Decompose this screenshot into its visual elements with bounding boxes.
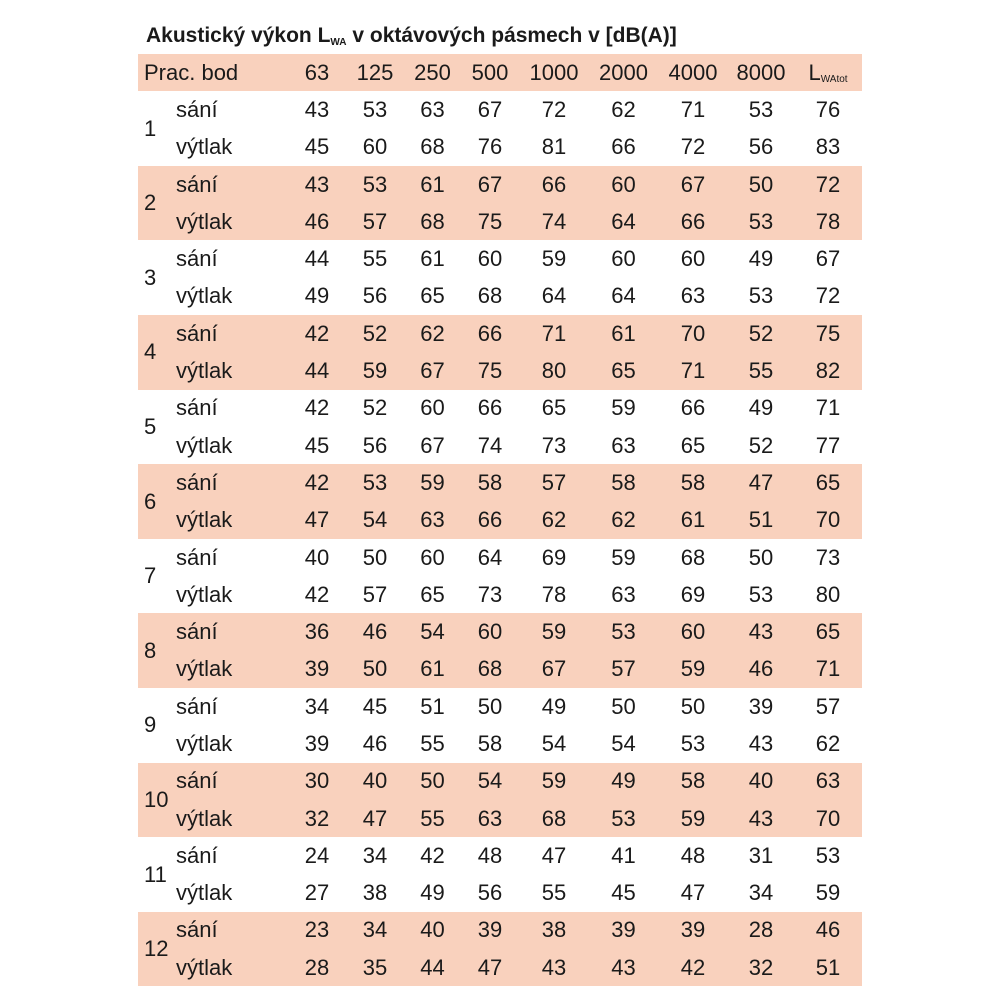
operating-point-number: 12 (144, 936, 169, 962)
cell-band-level: 45 (362, 693, 388, 719)
cell-band-level: 48 (477, 842, 503, 868)
cell-band-level: 75 (477, 358, 503, 384)
title-main: Akustický výkon L (146, 24, 331, 47)
cell-band-level: 66 (541, 171, 567, 197)
cell-band-level: 49 (541, 693, 567, 719)
table-title (138, 18, 862, 54)
cell-band-level: 53 (362, 469, 388, 495)
operating-point-number: 11 (144, 861, 167, 887)
cell-band-level: 67 (477, 171, 503, 197)
cell-band-level: 61 (420, 171, 445, 197)
cell-band-level: 72 (541, 96, 567, 122)
header-total-main: L (808, 59, 821, 85)
cell-band-level: 60 (420, 395, 445, 421)
cell-band-level: 49 (611, 768, 636, 794)
cell-band-level: 47 (304, 507, 330, 533)
cell-band-level: 65 (680, 432, 706, 458)
cell-band-level: 73 (477, 581, 503, 607)
header-band: 63 (304, 59, 330, 85)
cell-total-level: 53 (815, 842, 841, 868)
cell-band-level: 50 (748, 544, 774, 570)
cell-band-level: 30 (304, 768, 330, 794)
cell-total-level: 70 (815, 507, 841, 533)
table-row (138, 763, 862, 800)
cell-band-level: 53 (362, 171, 388, 197)
cell-band-level: 43 (748, 730, 774, 756)
row-label-suction: sání (176, 619, 218, 645)
table-row (138, 651, 862, 688)
cell-band-level: 53 (611, 805, 636, 831)
cell-band-level: 55 (748, 358, 774, 384)
cell-band-level: 74 (477, 432, 503, 458)
cell-band-level: 66 (680, 208, 706, 234)
header-band: 500 (471, 59, 509, 85)
cell-band-level: 28 (304, 954, 330, 980)
cell-band-level: 60 (477, 619, 503, 645)
cell-band-level: 34 (304, 693, 330, 719)
cell-band-level: 47 (541, 842, 567, 868)
cell-band-level: 39 (304, 730, 330, 756)
row-label-discharge: výtlak (176, 805, 233, 831)
row-label-discharge: výtlak (176, 507, 233, 533)
cell-band-level: 53 (748, 208, 774, 234)
cell-band-level: 49 (420, 880, 445, 906)
cell-band-level: 52 (362, 395, 388, 421)
cell-band-level: 47 (362, 805, 388, 831)
acoustic-power-table (138, 54, 862, 986)
cell-band-level: 54 (477, 768, 503, 794)
cell-band-level: 45 (611, 880, 636, 906)
cell-band-level: 47 (477, 954, 503, 980)
cell-band-level: 57 (362, 581, 388, 607)
cell-band-level: 50 (748, 171, 774, 197)
operating-point-number: 4 (144, 339, 157, 365)
cell-band-level: 49 (748, 246, 774, 272)
cell-band-level: 56 (477, 880, 503, 906)
cell-band-level: 39 (748, 693, 774, 719)
table-row (138, 837, 862, 874)
cell-band-level: 55 (362, 246, 388, 272)
table-body (138, 91, 862, 986)
cell-band-level: 39 (477, 917, 503, 943)
cell-band-level: 32 (748, 954, 774, 980)
cell-band-level: 43 (541, 954, 567, 980)
cell-band-level: 52 (748, 320, 774, 346)
cell-band-level: 64 (611, 283, 636, 309)
cell-band-level: 60 (611, 246, 636, 272)
operating-point-number: 3 (144, 264, 157, 290)
cell-band-level: 46 (748, 656, 774, 682)
cell-band-level: 43 (611, 954, 636, 980)
cell-band-level: 80 (541, 358, 567, 384)
cell-total-level: 62 (815, 730, 841, 756)
cell-band-level: 69 (541, 544, 567, 570)
cell-band-level: 70 (680, 320, 706, 346)
cell-band-level: 40 (304, 544, 330, 570)
cell-total-level: 77 (815, 432, 841, 458)
cell-total-level: 46 (815, 917, 841, 943)
cell-band-level: 69 (680, 581, 706, 607)
row-label-discharge: výtlak (176, 208, 233, 234)
cell-band-level: 58 (680, 469, 706, 495)
cell-band-level: 41 (611, 842, 636, 868)
table-row (138, 576, 862, 613)
cell-band-level: 63 (680, 283, 706, 309)
cell-band-level: 40 (362, 768, 388, 794)
row-label-discharge: výtlak (176, 880, 233, 906)
cell-band-level: 56 (362, 432, 388, 458)
cell-band-level: 66 (611, 134, 636, 160)
operating-point-number: 2 (144, 190, 157, 216)
header-band: 1000 (529, 59, 579, 85)
cell-band-level: 59 (680, 805, 706, 831)
cell-band-level: 59 (362, 358, 388, 384)
cell-band-level: 59 (611, 395, 636, 421)
cell-band-level: 68 (477, 656, 503, 682)
cell-band-level: 59 (541, 768, 567, 794)
cell-band-level: 67 (420, 432, 445, 458)
cell-band-level: 53 (680, 730, 706, 756)
cell-total-level: 51 (815, 954, 841, 980)
cell-band-level: 47 (680, 880, 706, 906)
cell-band-level: 55 (420, 730, 445, 756)
cell-total-level: 83 (815, 134, 841, 160)
cell-band-level: 59 (420, 469, 445, 495)
table-row (138, 278, 862, 315)
table-row (138, 203, 862, 240)
row-label-suction: sání (176, 842, 218, 868)
cell-band-level: 75 (477, 208, 503, 234)
operating-point-number: 7 (144, 563, 157, 589)
row-label-suction: sání (176, 544, 218, 570)
operating-point-number: 6 (144, 488, 157, 514)
cell-total-level: 76 (815, 96, 841, 122)
cell-band-level: 34 (748, 880, 774, 906)
cell-band-level: 39 (611, 917, 636, 943)
table-row (138, 502, 862, 539)
cell-band-level: 28 (748, 917, 774, 943)
cell-band-level: 46 (304, 208, 330, 234)
cell-band-level: 56 (362, 283, 388, 309)
row-label-discharge: výtlak (176, 358, 233, 384)
cell-total-level: 65 (815, 469, 841, 495)
cell-band-level: 50 (362, 544, 388, 570)
operating-point-number: 9 (144, 712, 157, 738)
cell-band-level: 43 (304, 171, 330, 197)
cell-band-level: 60 (477, 246, 503, 272)
cell-band-level: 67 (541, 656, 567, 682)
row-label-discharge: výtlak (176, 730, 233, 756)
cell-band-level: 24 (304, 842, 330, 868)
table-row (138, 912, 862, 949)
row-label-suction: sání (176, 693, 218, 719)
cell-band-level: 76 (477, 134, 503, 160)
cell-band-level: 27 (304, 880, 330, 906)
cell-band-level: 64 (611, 208, 636, 234)
cell-band-level: 62 (611, 507, 636, 533)
cell-total-level: 71 (815, 395, 841, 421)
cell-band-level: 49 (748, 395, 774, 421)
table-header-row (138, 54, 862, 91)
cell-band-level: 52 (362, 320, 388, 346)
cell-total-level: 73 (815, 544, 841, 570)
cell-band-level: 50 (680, 693, 706, 719)
table-row (138, 949, 862, 986)
cell-band-level: 68 (477, 283, 503, 309)
row-label-discharge: výtlak (176, 134, 233, 160)
table-row (138, 464, 862, 501)
cell-band-level: 68 (680, 544, 706, 570)
cell-total-level: 70 (815, 805, 841, 831)
cell-band-level: 43 (304, 96, 330, 122)
row-label-suction: sání (176, 395, 218, 421)
header-band: 2000 (599, 59, 648, 85)
cell-band-level: 65 (420, 581, 445, 607)
cell-band-level: 63 (611, 432, 636, 458)
cell-band-level: 52 (748, 432, 774, 458)
header-total-subscript: WAtot (820, 73, 848, 85)
operating-point-number: 10 (144, 786, 169, 812)
cell-band-level: 42 (304, 320, 330, 346)
cell-band-level: 58 (477, 469, 503, 495)
cell-band-level: 64 (541, 283, 567, 309)
cell-total-level: 82 (815, 358, 841, 384)
cell-band-level: 67 (680, 171, 706, 197)
cell-total-level: 67 (815, 246, 841, 272)
table-row (138, 166, 862, 203)
cell-total-level: 57 (815, 693, 841, 719)
cell-band-level: 61 (611, 320, 636, 346)
cell-band-level: 66 (477, 507, 503, 533)
row-label-discharge: výtlak (176, 283, 233, 309)
cell-band-level: 32 (304, 805, 330, 831)
cell-band-level: 44 (420, 954, 445, 980)
cell-band-level: 45 (304, 134, 330, 160)
table-row (138, 613, 862, 650)
row-label-suction: sání (176, 469, 218, 495)
table-row (138, 390, 862, 427)
header-band: 125 (356, 59, 394, 85)
cell-band-level: 46 (362, 619, 388, 645)
cell-band-level: 38 (362, 880, 388, 906)
cell-band-level: 73 (541, 432, 567, 458)
cell-band-level: 51 (748, 507, 774, 533)
table-row (138, 240, 862, 277)
cell-band-level: 68 (420, 208, 445, 234)
cell-band-level: 66 (477, 395, 503, 421)
table-row (138, 427, 862, 464)
cell-band-level: 67 (420, 358, 445, 384)
cell-band-level: 53 (748, 283, 774, 309)
cell-band-level: 63 (420, 507, 445, 533)
cell-band-level: 50 (477, 693, 503, 719)
table-row (138, 688, 862, 725)
cell-band-level: 63 (477, 805, 503, 831)
operating-point-number: 8 (144, 637, 157, 663)
cell-band-level: 68 (420, 134, 445, 160)
cell-band-level: 58 (477, 730, 503, 756)
header-band: 4000 (668, 59, 718, 85)
cell-band-level: 58 (680, 768, 706, 794)
header-total (794, 54, 862, 91)
cell-band-level: 42 (680, 954, 706, 980)
row-label-suction: sání (176, 917, 218, 943)
row-label-discharge: výtlak (176, 954, 233, 980)
table-row (138, 352, 862, 389)
cell-band-level: 61 (420, 656, 445, 682)
cell-band-level: 63 (611, 581, 636, 607)
cell-band-level: 72 (680, 134, 706, 160)
row-label-discharge: výtlak (176, 581, 233, 607)
cell-band-level: 68 (541, 805, 567, 831)
cell-band-level: 39 (680, 917, 706, 943)
row-label-suction: sání (176, 171, 218, 197)
cell-band-level: 36 (304, 619, 330, 645)
cell-band-level: 42 (304, 581, 330, 607)
cell-total-level: 71 (815, 656, 841, 682)
title-rest: v oktávových pásmech v [dB(A)] (346, 24, 677, 47)
cell-band-level: 44 (304, 358, 330, 384)
cell-band-level: 66 (477, 320, 503, 346)
table-row (138, 129, 862, 166)
cell-band-level: 61 (420, 246, 445, 272)
cell-band-level: 23 (304, 917, 330, 943)
cell-band-level: 81 (541, 134, 567, 160)
header-band: 250 (414, 59, 451, 85)
cell-band-level: 39 (304, 656, 330, 682)
cell-band-level: 59 (541, 619, 567, 645)
cell-band-level: 49 (304, 283, 330, 309)
cell-total-level: 65 (815, 619, 841, 645)
table-row (138, 91, 862, 128)
cell-band-level: 50 (420, 768, 445, 794)
row-label-discharge: výtlak (176, 656, 233, 682)
cell-band-level: 51 (420, 693, 445, 719)
cell-band-level: 71 (541, 320, 567, 346)
cell-band-level: 57 (541, 469, 567, 495)
cell-band-level: 53 (611, 619, 636, 645)
cell-band-level: 53 (748, 96, 774, 122)
cell-band-level: 47 (748, 469, 774, 495)
title-subscript: WA (330, 37, 347, 48)
cell-band-level: 59 (611, 544, 636, 570)
cell-band-level: 62 (420, 320, 445, 346)
row-label-suction: sání (176, 320, 218, 346)
cell-total-level: 75 (815, 320, 841, 346)
acoustic-power-document (138, 18, 862, 986)
cell-band-level: 50 (362, 656, 388, 682)
cell-band-level: 40 (748, 768, 774, 794)
cell-band-level: 65 (541, 395, 567, 421)
cell-band-level: 59 (541, 246, 567, 272)
cell-band-level: 60 (680, 246, 706, 272)
cell-band-level: 43 (748, 619, 774, 645)
table-row (138, 539, 862, 576)
cell-band-level: 42 (304, 469, 330, 495)
cell-band-level: 62 (541, 507, 567, 533)
cell-band-level: 57 (362, 208, 388, 234)
cell-band-level: 34 (362, 842, 388, 868)
cell-total-level: 72 (815, 283, 841, 309)
table-row (138, 875, 862, 912)
cell-total-level: 72 (815, 171, 841, 197)
header-band: 8000 (736, 59, 786, 85)
cell-band-level: 61 (680, 507, 706, 533)
cell-band-level: 42 (304, 395, 330, 421)
cell-band-level: 58 (611, 469, 636, 495)
cell-band-level: 65 (420, 283, 445, 309)
operating-point-number: 1 (144, 115, 157, 141)
cell-band-level: 67 (477, 96, 503, 122)
table-row (138, 800, 862, 837)
cell-total-level: 59 (815, 880, 841, 906)
cell-band-level: 38 (541, 917, 567, 943)
cell-band-level: 44 (304, 246, 330, 272)
cell-band-level: 40 (420, 917, 445, 943)
cell-total-level: 78 (815, 208, 841, 234)
cell-band-level: 60 (611, 171, 636, 197)
cell-band-level: 62 (611, 96, 636, 122)
cell-band-level: 45 (304, 432, 330, 458)
cell-band-level: 71 (680, 358, 706, 384)
cell-band-level: 43 (748, 805, 774, 831)
cell-band-level: 54 (420, 619, 445, 645)
cell-band-level: 60 (680, 619, 706, 645)
cell-band-level: 55 (541, 880, 567, 906)
cell-band-level: 50 (611, 693, 636, 719)
cell-band-level: 54 (541, 730, 567, 756)
cell-band-level: 64 (477, 544, 503, 570)
header-operating-point: Prac. bod (144, 59, 239, 85)
cell-band-level: 78 (541, 581, 567, 607)
operating-point-number: 5 (144, 413, 157, 439)
cell-band-level: 65 (611, 358, 636, 384)
row-label-discharge: výtlak (176, 432, 233, 458)
cell-band-level: 48 (680, 842, 706, 868)
cell-band-level: 74 (541, 208, 567, 234)
cell-band-level: 31 (748, 842, 774, 868)
cell-band-level: 56 (748, 134, 774, 160)
row-label-suction: sání (176, 768, 218, 794)
cell-band-level: 42 (420, 842, 445, 868)
cell-band-level: 63 (420, 96, 445, 122)
cell-band-level: 60 (362, 134, 388, 160)
row-label-suction: sání (176, 246, 218, 272)
cell-band-level: 46 (362, 730, 388, 756)
table-row (138, 315, 862, 352)
row-label-suction: sání (176, 96, 218, 122)
cell-band-level: 53 (748, 581, 774, 607)
cell-band-level: 71 (680, 96, 706, 122)
cell-band-level: 57 (611, 656, 636, 682)
cell-total-level: 80 (815, 581, 841, 607)
cell-total-level: 63 (815, 768, 841, 794)
cell-band-level: 59 (680, 656, 706, 682)
cell-band-level: 54 (362, 507, 388, 533)
table-row (138, 725, 862, 762)
cell-band-level: 55 (420, 805, 445, 831)
cell-band-level: 35 (362, 954, 388, 980)
cell-band-level: 34 (362, 917, 388, 943)
cell-band-level: 53 (362, 96, 388, 122)
cell-band-level: 54 (611, 730, 636, 756)
cell-band-level: 60 (420, 544, 445, 570)
cell-band-level: 66 (680, 395, 706, 421)
